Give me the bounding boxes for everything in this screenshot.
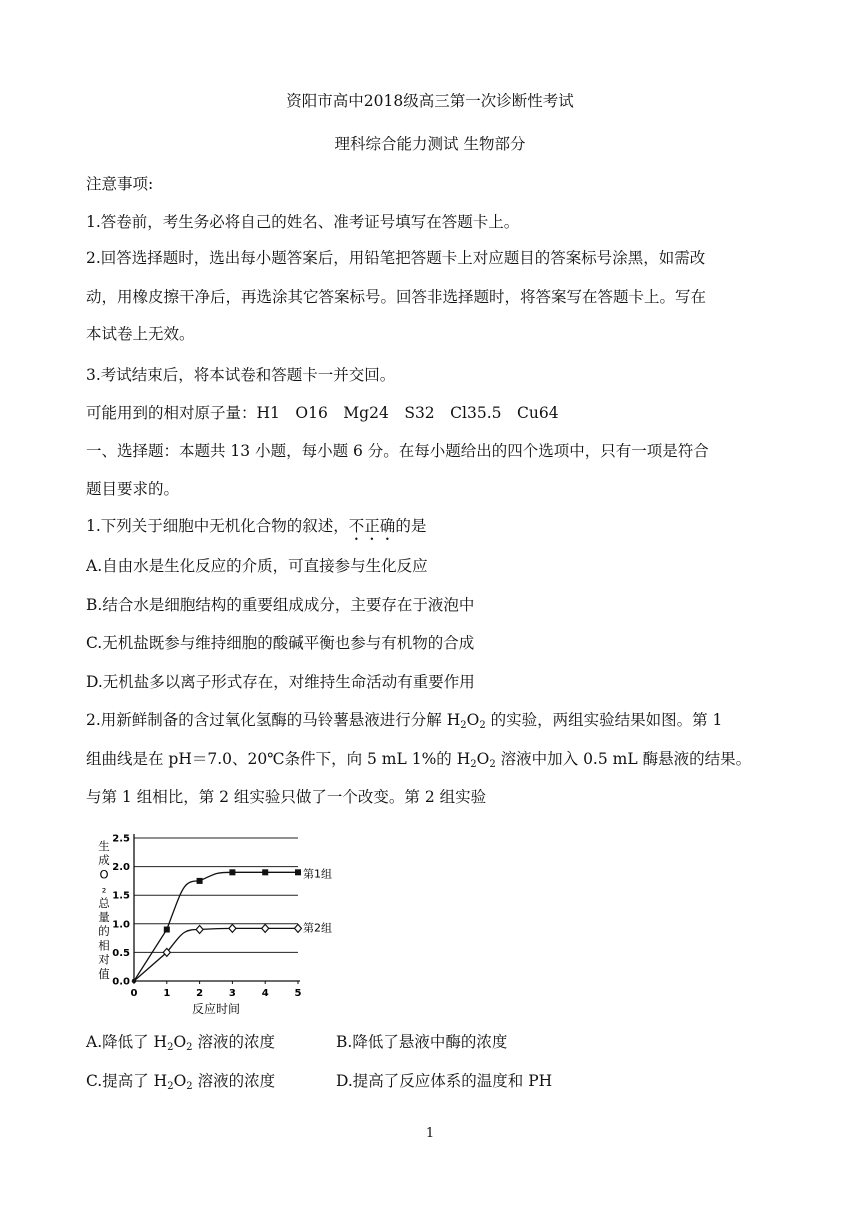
question-2-stem-line-1: 2.用新鲜制备的含过氧化氢酶的马铃薯悬液进行分解 $H_2O_2$ 的实验，两组实验结果如图。第 1 <box>86 711 723 731</box>
question-2-option-d: D.提高了反应体系的温度和 PH <box>336 1072 553 1090</box>
series-line <box>134 872 298 981</box>
data-point <box>164 927 170 933</box>
data-point-origin <box>132 979 136 983</box>
notice-heading: 注意事项: <box>86 175 154 193</box>
x-tick-label: 1 <box>163 988 171 999</box>
question-2-option-c: C.提高了 $H_2O_2$ 溶液的浓度 <box>86 1072 276 1092</box>
x-tick-label: 2 <box>196 988 204 999</box>
series-label: 第2组 <box>303 921 332 935</box>
page-title: 资阳市高中2018级高三第一次诊断性考试 <box>286 92 574 110</box>
oxygen-production-chart <box>92 828 352 1018</box>
y-tick-label: 1.0 <box>112 919 130 931</box>
y-tick-label: 2.5 <box>112 833 130 845</box>
section-heading: 一、选择题：本题共 13 小题，每小题 6 分。在每小题给出的四个选项中，只有一项是符合 <box>86 442 709 460</box>
y-tick-label: 0.5 <box>112 947 130 959</box>
x-tick-label: 4 <box>261 988 269 999</box>
question-1-option-d: D.无机盐多以离子形式存在，对维持生命活动有重要作用 <box>86 673 475 691</box>
x-tick-label: 5 <box>294 988 302 999</box>
question-2-option-a: A.降低了 $H_2O_2$ 溶液的浓度 <box>86 1033 275 1053</box>
section-heading-cont: 题目要求的。 <box>86 480 180 498</box>
series-label: 第1组 <box>303 867 332 881</box>
y-tick-label: 1.5 <box>112 890 130 902</box>
question-2-stem-line-3: 与第 1 组相比，第 2 组实验只做了一个改变。第 2 组实验 <box>86 788 487 806</box>
data-point <box>196 926 203 934</box>
emphasis-text: 不正确 <box>348 517 396 535</box>
page-subtitle: 理科综合能力测试 生物部分 <box>334 135 526 153</box>
question-1-option-b: B.结合水是细胞结构的重要组成成分，主要存在于液泡中 <box>86 596 475 614</box>
x-tick-label: 0 <box>130 988 138 999</box>
x-tick-label: 3 <box>228 988 236 999</box>
data-point <box>295 924 302 932</box>
notice-item-1: 1.答卷前，考生务必将自己的姓名、准考证号填写在答题卡上。 <box>86 213 520 231</box>
question-1-option-c: C.无机盐既参与维持细胞的酸碱平衡也参与有机物的合成 <box>86 634 475 652</box>
notice-item-2-end: 本试卷上无效。 <box>86 325 195 343</box>
y-axis-label: 生成 O ₂ 总量的相对值 <box>98 839 110 981</box>
data-point <box>229 869 235 875</box>
data-point <box>262 924 269 932</box>
y-tick-label: 2.0 <box>112 862 130 874</box>
x-axis-label: 反应时间 <box>191 1002 241 1016</box>
data-point <box>197 878 203 884</box>
question-1-stem: 1.下列关于细胞中无机化合物的叙述，不正确的是 <box>86 517 427 535</box>
question-2-option-b: B.降低了悬液中酶的浓度 <box>336 1033 508 1051</box>
y-tick-label: 0.0 <box>112 976 130 988</box>
notice-item-2: 2.回答选择题时，选出每小题答案后，用铅笔把答题卡上对应题目的答案标号涂黑，如需改 <box>86 249 706 267</box>
notice-item-3: 3.考试结束后，将本试卷和答题卡一并交回。 <box>86 366 396 384</box>
data-point <box>229 924 236 932</box>
notice-item-2-cont: 动，用橡皮擦干净后，再选涂其它答案标号。回答非选择题时，将答案写在答题卡上。写在 <box>86 288 707 306</box>
atomic-mass-line: 可能用到的相对原子量：H1 O16 Mg24 S32 Cl35.5 Cu64 <box>86 404 559 422</box>
data-point <box>295 869 301 875</box>
series-line <box>134 928 298 981</box>
data-point <box>262 869 268 875</box>
question-1-option-a: A.自由水是生化反应的介质，可直接参与生化反应 <box>86 557 428 575</box>
page-number: 1 <box>425 1126 435 1141</box>
question-2-stem-line-2: 组曲线是在 pH＝7.0、20℃条件下，向 5 mL 1%的 $H_2O_2$ 溶液中加入 0.5 mL 酶悬液的结果。 <box>86 750 752 770</box>
